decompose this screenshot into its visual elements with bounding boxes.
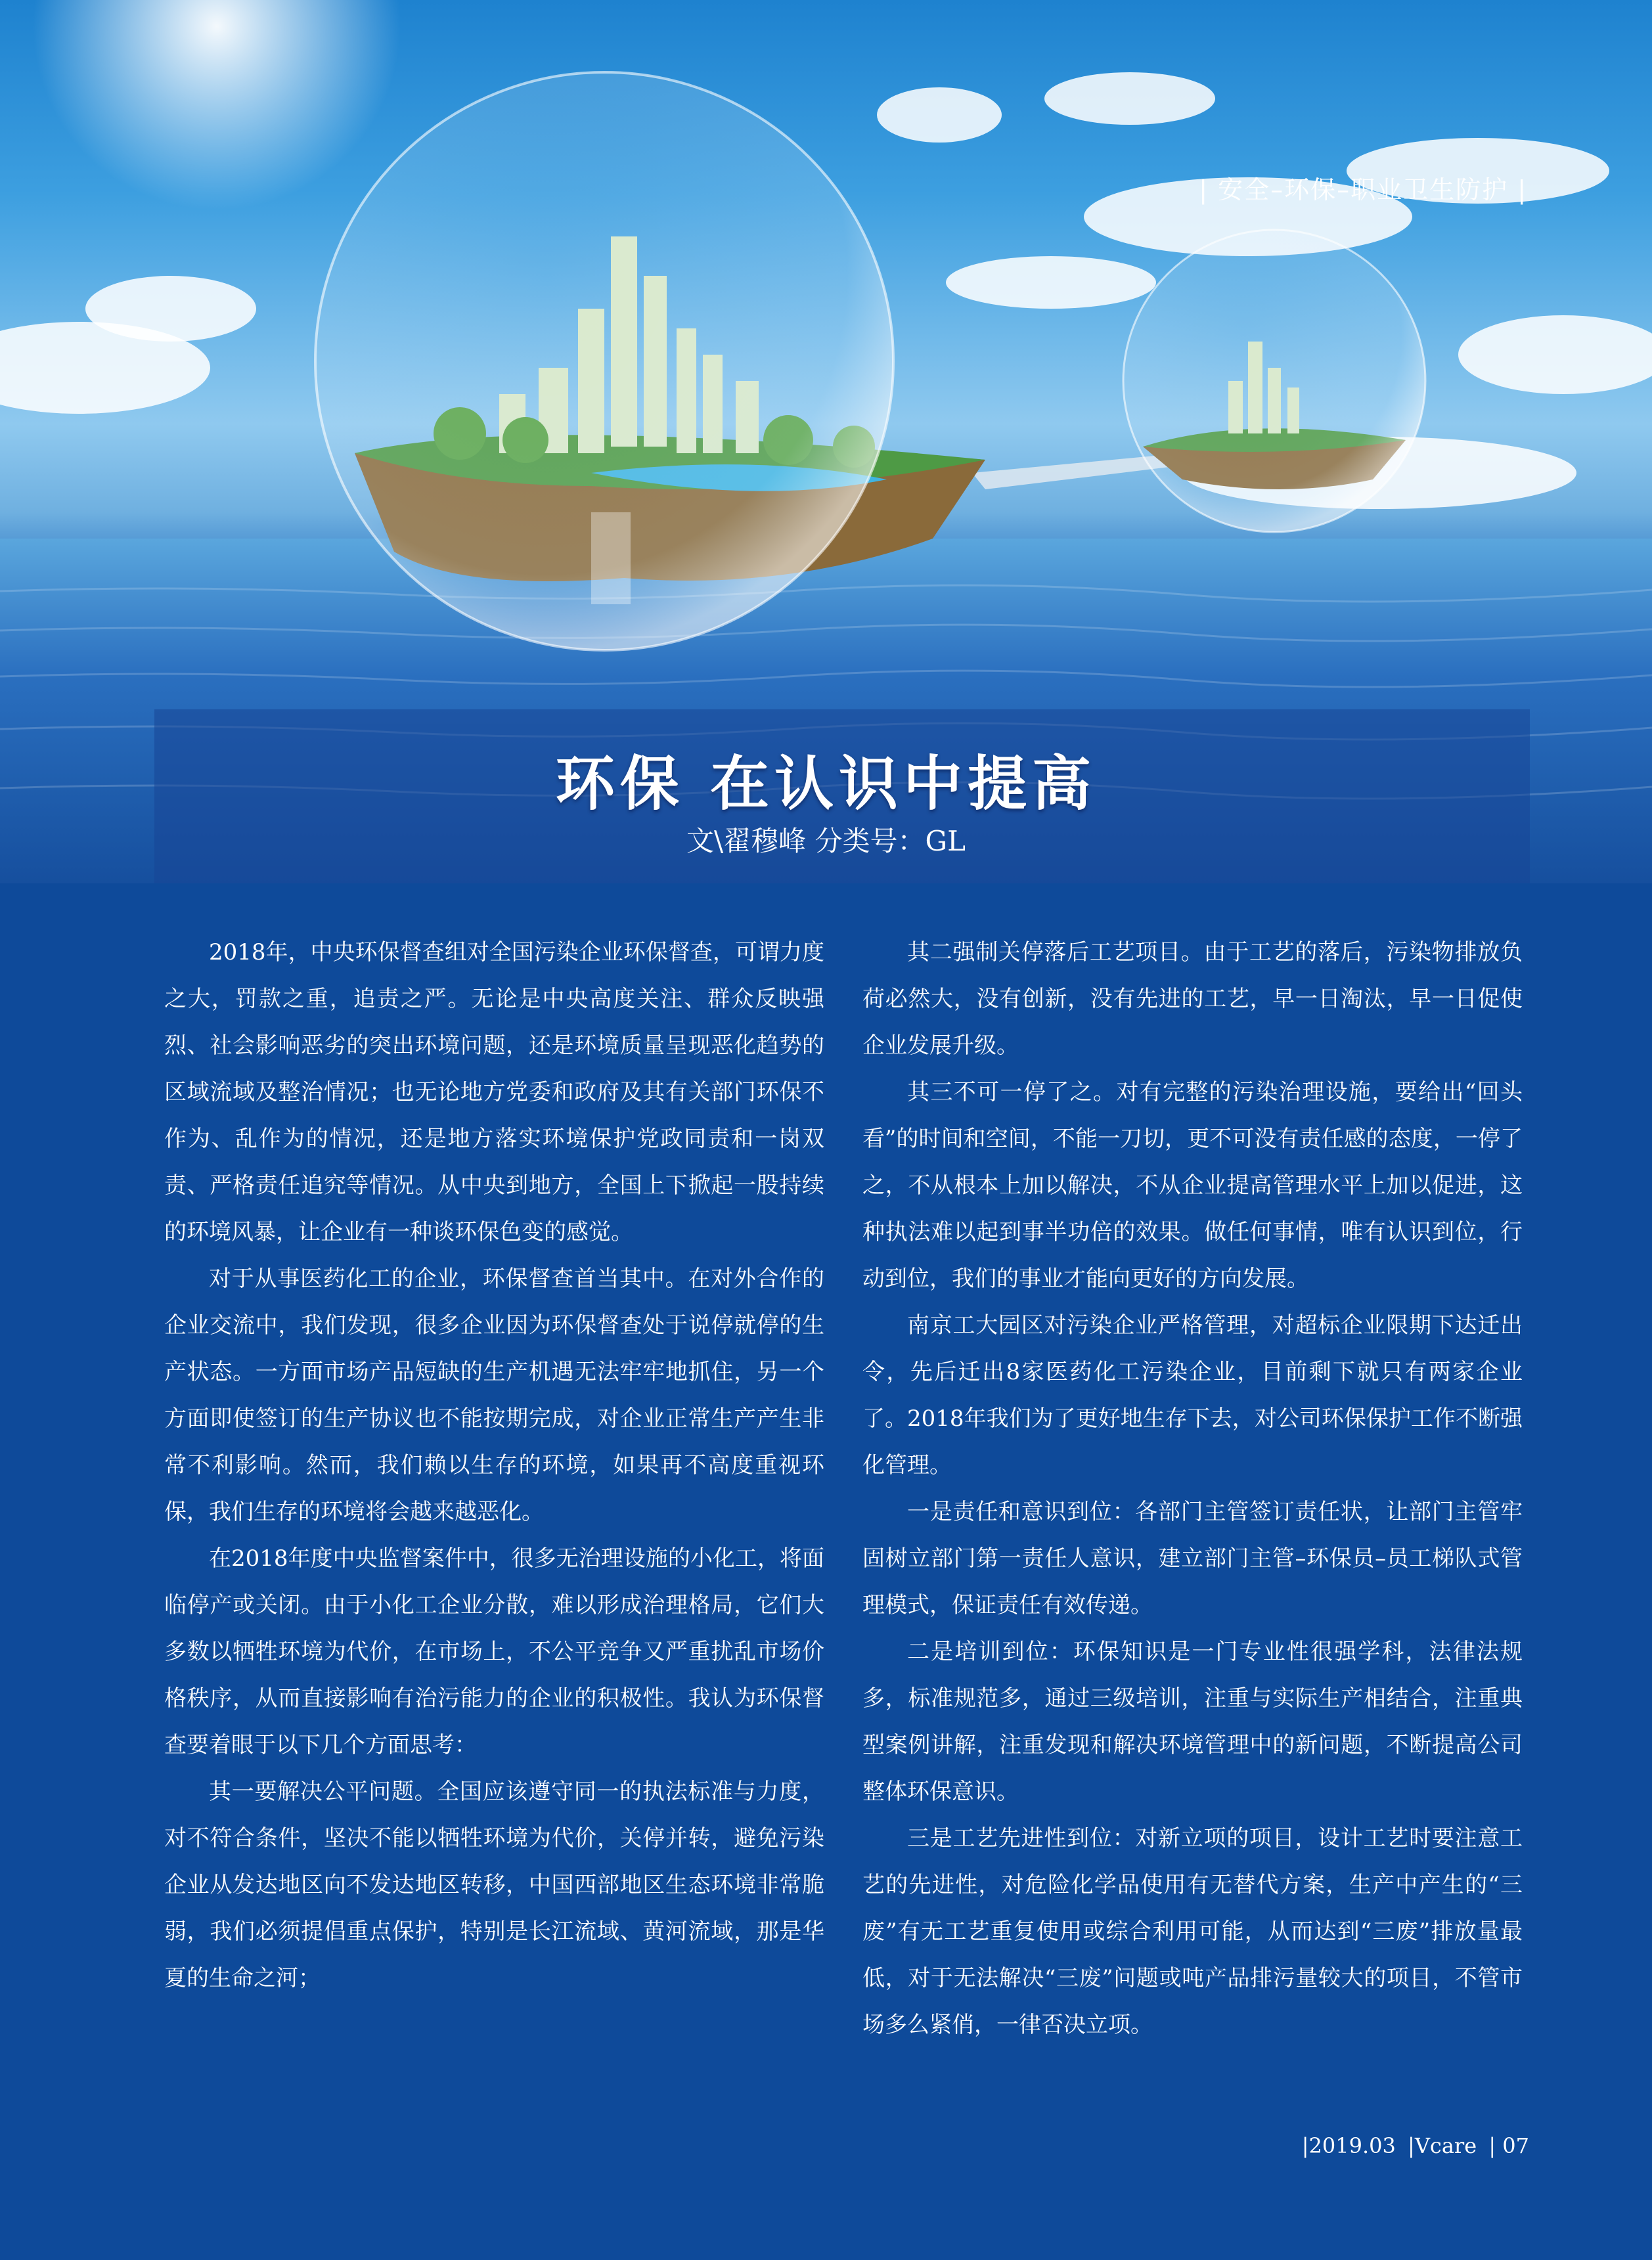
section-tag: | 安全–环保–职业卫生防护 | [1199,175,1527,204]
paragraph: 其三不可一停了之。对有完整的污染治理设施，要给出“回头看”的时间和空间，不能一刀切，更不可没有责任感的态度，一停了之，不从根本上加以解决，不从企业提高管理水平上加以促进，这种执法难以起到事半功倍的效果。做任何事情，唯有认识到位，行动到位，我们的事业才能向更好的方向发展。 [862,1079,1523,1292]
page-footer [1299,2133,1532,2158]
paragraph: 其二强制关停落后工艺项目。由于工艺的落后，污染物排放负荷必然大，没有创新，没有先进的工艺，早一日淘汰，早一日促使企业发展升级。 [862,939,1523,1059]
article-byline: 文\翟穆峰 分类号：GL [686,825,966,857]
paragraph: 2018年，中央环保督查组对全国污染企业环保督查，可谓力度之大，罚款之重，追责之严。无论是中央高度关注、群众反映强烈、社会影响恶劣的突出环境问题，还是环境质量呈现恶化趋势的区域流域及整治情况；也无论地方党委和政府及其有关部门环保不作为、乱作为的情况，还是地方落实环境保护党政同责和一岗双责、严格责任追究等情况。从中央到地方，全国上下掀起一股持续的环境风暴，让企业有一种谈环保色变的感觉。 [164,939,824,1245]
page-number: | 07 [1488,2133,1529,2158]
small-glass-sphere [1123,230,1425,532]
left-column [164,929,824,2002]
article-title: 环保 在认识中提高 [555,749,1097,818]
issue-date: |2019.03 [1301,2133,1396,2158]
paragraph: 南京工大园区对污染企业严格管理，对超标企业限期下达迁出令，先后迁出8家医药化工污染企业，目前剩下就只有两家企业了。2018年我们为了更好地生存下去，对公司环保保护工作不断强化管理。 [862,1312,1523,1478]
waterfall [591,512,631,604]
paragraph: 其一要解决公平问题。全国应该遵守同一的执法标准与力度，对不符合条件，坚决不能以牺牲环境为代价，关停并转，避免污染企业从发达地区向不发达地区转移，中国西部地区生态环境非常脆弱，我们必须提倡重点保护，特别是长江流域、黄河流域，那是华夏的生命之河； [164,1779,824,1991]
paragraph: 对于从事医药化工的企业，环保督查首当其中。在对外合作的企业交流中，我们发现，很多企业因为环保督查处于说停就停的生产状态。一方面市场产品短缺的生产机遇无法牢牢地抓住，另一个方面即使签订的生产协议也不能按期完成，对企业正常生产产生非常不利影响。然而，我们赖以生存的环境，如果再不高度重视环保，我们生存的环境将会越来越恶化。 [164,1266,824,1525]
right-column [862,929,1523,2049]
magazine-name: |Vcare [1408,2133,1477,2158]
paragraph: 一是责任和意识到位：各部门主管签订责任状，让部门主管牢固树立部门第一责任人意识，建立部门主管–环保员–员工梯队式管理模式，保证责任有效传递。 [862,1499,1523,1618]
sun-glow [33,0,401,210]
paragraph: 二是培训到位：环保知识是一门专业性很强学科，法律法规多，标准规范多，通过三级培训，注重与实际生产相结合，注重典型案例讲解，注重发现和解决环境管理中的新问题，不断提高公司整体环保意识。 [862,1639,1523,1805]
paragraph: 三是工艺先进性到位：对新立项的项目，设计工艺时要注意工艺的先进性，对危险化学品使用有无替代方案，生产中产生的“三废”有无工艺重复使用或综合利用可能，从而达到“三废”排放量最低，对于无法解决“三废”问题或吨产品排污量较大的项目，不管市场多么紧俏，一律否决立项。 [862,1825,1523,2038]
paragraph: 在2018年度中央监督案件中，很多无治理设施的小化工，将面临停产或关闭。由于小化工企业分散，难以形成治理格局，它们大多数以牺牲环境为代价，在市场上，不公平竞争又严重扰乱市场价格秩序，从而直接影响有治污能力的企业的积极性。我认为环保督查要着眼于以下几个方面思考： [164,1545,824,1758]
